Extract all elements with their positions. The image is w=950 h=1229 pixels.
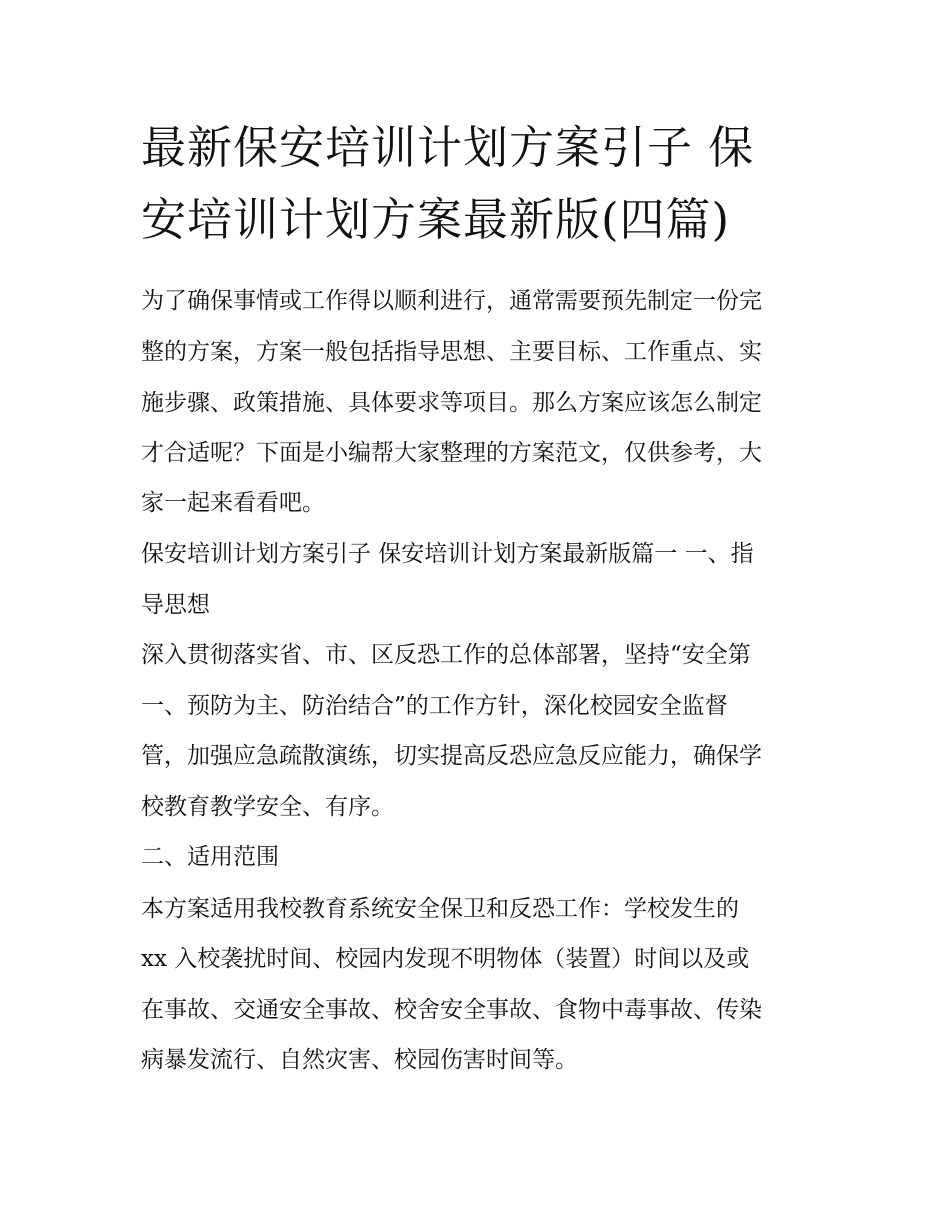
body-line: 才合适呢？下面是小编帮大家整理的方案范文，仅供参考，大 xyxy=(141,440,762,466)
body-line: xx 入校袭扰时间、校园内发现不明物体（装置）时间以及或 xyxy=(141,946,750,972)
body-line: 施步骤、政策措施、具体要求等项目。那么方案应该怎么制定 xyxy=(141,390,762,416)
body-line: 一、预防为主、防治结合”的工作方针，深化校园安全监督 xyxy=(141,693,728,719)
title-line: 最新保安培训计划方案引子 保 xyxy=(141,121,755,174)
body-line: 整的方案，方案一般包括指导思想、主要目标、工作重点、实 xyxy=(141,339,762,365)
body-line: 管，加强应急疏散演练，切实提高反恐应急反应能力，确保学 xyxy=(141,743,762,769)
section-heading: 导思想 xyxy=(141,592,210,618)
body-line: 为了确保事情或工作得以顺利进行，通常需要预先制定一份完 xyxy=(141,288,762,314)
body-line: 在事故、交通安全事故、校舍安全事故、食物中毒事故、传染 xyxy=(141,997,762,1023)
body-line: 校教育教学安全、有序。 xyxy=(141,794,394,820)
body-line: 深入贯彻落实省、市、区反恐工作的总体部署，坚持“安全第 xyxy=(141,642,751,668)
body-line: 家一起来看看吧。 xyxy=(141,490,325,516)
section-heading: 二、适用范围 xyxy=(141,844,279,870)
section-heading: 保安培训计划方案引子 保安培训计划方案最新版篇一 一、指 xyxy=(141,541,754,567)
document-title xyxy=(141,112,821,256)
body-line: 本方案适用我校教育系统安全保卫和反恐工作：学校发生的 xyxy=(141,896,739,922)
body-line: 病暴发流行、自然灾害、校园伤害时间等。 xyxy=(141,1047,578,1073)
title-line: 安培训计划方案最新版(四篇) xyxy=(141,193,731,246)
